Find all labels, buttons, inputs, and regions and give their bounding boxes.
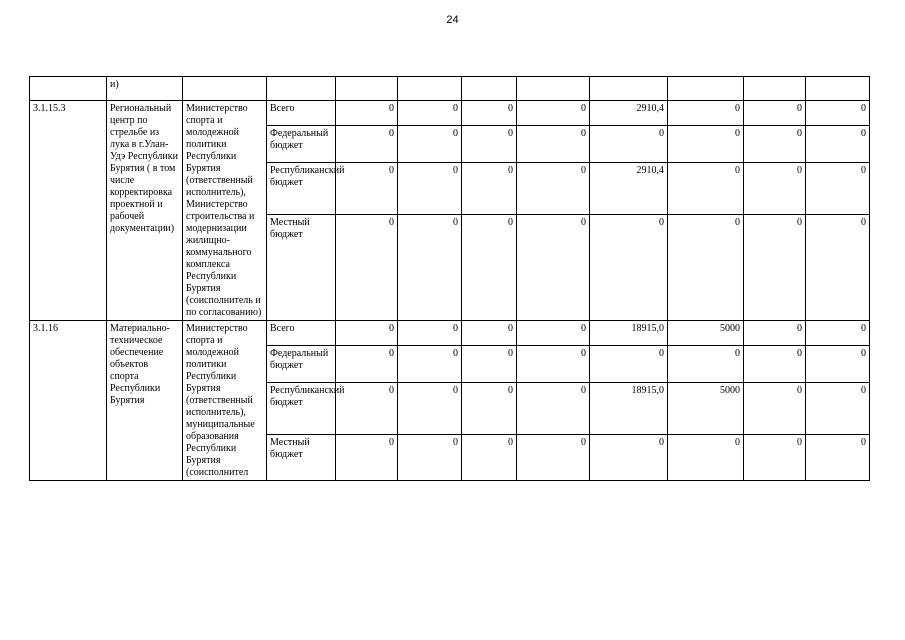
- item-name: Региональный центр по стрельбе из лука в г.Улан-Удэ Республики Бурятия ( в том числе корректировка проектной и рабочей документации): [107, 101, 183, 321]
- value-cell: 18915,0: [590, 383, 668, 435]
- item-code: 3.1.16: [30, 321, 107, 481]
- value-cell: 18915,0: [590, 321, 668, 346]
- cell-empty: [462, 77, 517, 101]
- value-cell: 5000: [668, 383, 744, 435]
- value-cell: 0: [668, 215, 744, 321]
- cell-empty: [183, 77, 267, 101]
- cell-empty: [806, 77, 870, 101]
- cell-empty: [398, 77, 462, 101]
- value-cell: 0: [398, 215, 462, 321]
- value-cell: 0: [668, 435, 744, 481]
- value-cell: 0: [517, 321, 590, 346]
- value-cell: 0: [462, 215, 517, 321]
- source-label: Всего: [267, 101, 336, 126]
- source-label: Местный бюджет: [267, 215, 336, 321]
- value-cell: 0: [336, 435, 398, 481]
- cell-empty: [744, 77, 806, 101]
- value-cell: 0: [744, 163, 806, 215]
- value-cell: 0: [590, 435, 668, 481]
- value-cell: 0: [806, 435, 870, 481]
- value-cell: 0: [398, 346, 462, 383]
- value-cell: 0: [517, 215, 590, 321]
- cell-empty: [517, 77, 590, 101]
- value-cell: 0: [806, 163, 870, 215]
- value-cell: 0: [336, 346, 398, 383]
- program-funding-table: [29, 76, 870, 481]
- value-cell: 0: [336, 163, 398, 215]
- value-cell: 0: [744, 215, 806, 321]
- value-cell: 0: [336, 383, 398, 435]
- cell-empty: [590, 77, 668, 101]
- value-cell: 0: [462, 383, 517, 435]
- table-row: [30, 101, 870, 126]
- value-cell: 0: [744, 321, 806, 346]
- value-cell: 0: [462, 321, 517, 346]
- table-row: [30, 321, 870, 346]
- value-cell: 0: [806, 101, 870, 126]
- value-cell: 0: [336, 321, 398, 346]
- item-executor: Министерство спорта и молодежной политики Республики Бурятия (ответственный исполнитель), Министерство строительства и модернизации жилищно-коммунального комплекса Республики Бурятия (соисполнитель и по согласованию): [183, 101, 267, 321]
- carryover-text: и): [107, 77, 183, 101]
- value-cell: 0: [806, 346, 870, 383]
- value-cell: 0: [517, 126, 590, 163]
- value-cell: 0: [668, 126, 744, 163]
- value-cell: 0: [517, 101, 590, 126]
- value-cell: 0: [462, 163, 517, 215]
- cell-empty: [668, 77, 744, 101]
- value-cell: 0: [517, 346, 590, 383]
- source-label: Федеральный бюджет: [267, 346, 336, 383]
- value-cell: 0: [668, 346, 744, 383]
- carryover-row: [30, 77, 870, 101]
- value-cell: 0: [398, 163, 462, 215]
- value-cell: 0: [517, 435, 590, 481]
- value-cell: 0: [517, 163, 590, 215]
- value-cell: 0: [744, 346, 806, 383]
- source-label: Федеральный бюджет: [267, 126, 336, 163]
- value-cell: 0: [462, 346, 517, 383]
- value-cell: 0: [744, 101, 806, 126]
- value-cell: 0: [398, 435, 462, 481]
- value-cell: 0: [744, 435, 806, 481]
- source-label: Республиканский бюджет: [267, 163, 336, 215]
- value-cell: 0: [517, 383, 590, 435]
- value-cell: 2910,4: [590, 163, 668, 215]
- item-name: Материально-техническое обеспечение объектов спорта Республики Бурятия: [107, 321, 183, 481]
- source-label: Республиканский бюджет: [267, 383, 336, 435]
- value-cell: 0: [336, 215, 398, 321]
- item-code: 3.1.15.3: [30, 101, 107, 321]
- value-cell: 0: [806, 126, 870, 163]
- value-cell: 0: [806, 215, 870, 321]
- value-cell: 0: [398, 383, 462, 435]
- cell-empty: [336, 77, 398, 101]
- value-cell: 2910,4: [590, 101, 668, 126]
- source-label: Местный бюджет: [267, 435, 336, 481]
- value-cell: 0: [744, 126, 806, 163]
- value-cell: 0: [398, 321, 462, 346]
- value-cell: 0: [462, 126, 517, 163]
- source-label: Всего: [267, 321, 336, 346]
- value-cell: 0: [590, 346, 668, 383]
- value-cell: 0: [462, 101, 517, 126]
- value-cell: 0: [462, 435, 517, 481]
- value-cell: 0: [590, 215, 668, 321]
- value-cell: 0: [744, 383, 806, 435]
- value-cell: 0: [668, 101, 744, 126]
- cell-empty: [267, 77, 336, 101]
- value-cell: 0: [336, 101, 398, 126]
- value-cell: 0: [398, 101, 462, 126]
- value-cell: 0: [398, 126, 462, 163]
- value-cell: 0: [806, 383, 870, 435]
- value-cell: 0: [336, 126, 398, 163]
- item-executor: Министерство спорта и молодежной политики Республики Бурятия (ответственный исполнитель), муниципальные образования Республики Бурятия (соисполнител: [183, 321, 267, 481]
- value-cell: 0: [668, 163, 744, 215]
- cell-empty: [30, 77, 107, 101]
- value-cell: 0: [806, 321, 870, 346]
- value-cell: 0: [590, 126, 668, 163]
- page-number: 24: [446, 14, 459, 26]
- value-cell: 5000: [668, 321, 744, 346]
